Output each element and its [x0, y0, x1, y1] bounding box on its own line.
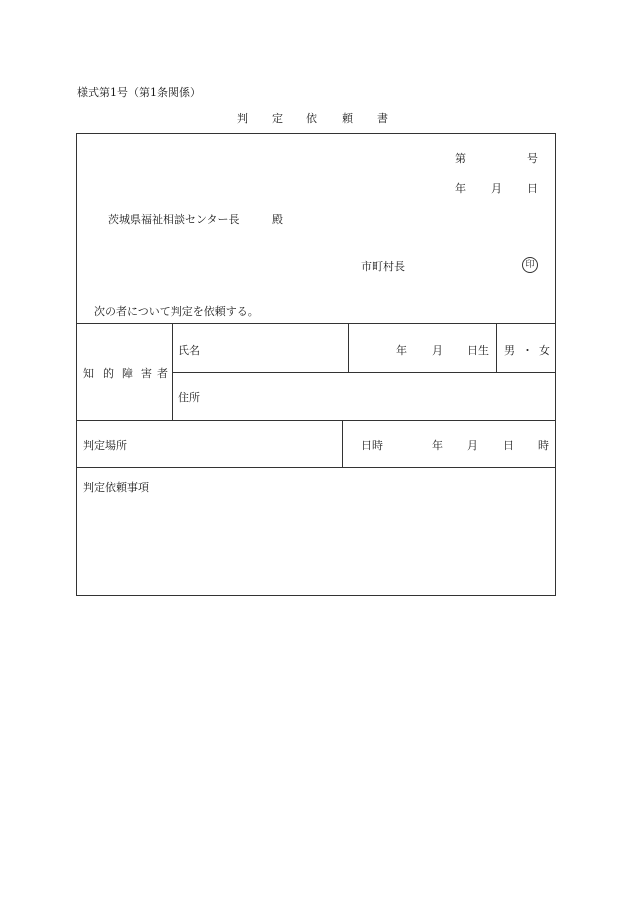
number-prefix: 第: [455, 152, 466, 165]
datetime-month: 月: [467, 439, 478, 452]
request-statement: 次の者について判定を依頼する。: [94, 305, 259, 318]
title-char: 判: [237, 112, 248, 125]
frame-top: [76, 133, 556, 134]
matters-label: 判定依頼事項: [83, 481, 149, 494]
birth-year: 年: [396, 344, 407, 357]
form-number-label: 様式第1号（第1条関係）: [77, 86, 201, 99]
category-char: 的: [103, 367, 114, 380]
addressee: 茨城県福祉相談センター長: [108, 213, 240, 226]
address-label: 住所: [178, 391, 200, 404]
date-month: 月: [491, 182, 502, 195]
frame-left: [76, 133, 77, 596]
seal-icon: 印: [522, 257, 538, 273]
sex-separator: ・: [522, 344, 533, 357]
name-field[interactable]: [212, 336, 342, 364]
sender-title: 市町村長: [361, 260, 405, 273]
datetime-year: 年: [432, 439, 443, 452]
rule-place-right: [342, 420, 343, 467]
category-char: 者: [157, 367, 168, 380]
category-char: 知: [83, 367, 94, 380]
title-char: 依: [306, 112, 317, 125]
rule-person-bottom: [76, 420, 556, 421]
category-char: 障: [122, 367, 133, 380]
matters-field[interactable]: [83, 498, 549, 588]
datetime-day: 日: [503, 439, 514, 452]
place-field[interactable]: [140, 428, 336, 460]
title-char: 書: [377, 112, 388, 125]
title-char: 頼: [342, 112, 353, 125]
number-suffix: 号: [527, 152, 538, 165]
rule-category-right: [172, 323, 173, 420]
title-char: 定: [272, 112, 283, 125]
date-year: 年: [455, 182, 466, 195]
datetime-label: 日時: [361, 439, 383, 452]
date-day: 日: [527, 182, 538, 195]
birth-day-born: 日生: [467, 344, 489, 357]
address-field[interactable]: [212, 382, 548, 412]
category-char: 害: [141, 367, 152, 380]
rule-birth-right: [496, 323, 497, 372]
sex-male[interactable]: 男: [504, 344, 515, 357]
name-label: 氏名: [178, 344, 200, 357]
datetime-hour: 時: [538, 439, 549, 452]
place-label: 判定場所: [83, 439, 127, 452]
honorific: 殿: [272, 213, 283, 226]
frame-right: [555, 133, 556, 596]
rule-place-bottom: [76, 467, 556, 468]
sex-female[interactable]: 女: [539, 344, 550, 357]
birth-month: 月: [432, 344, 443, 357]
rule-name-right: [348, 323, 349, 372]
rule-name-bottom: [172, 372, 556, 373]
rule-header-bottom: [76, 323, 556, 324]
frame-bottom: [76, 595, 556, 596]
